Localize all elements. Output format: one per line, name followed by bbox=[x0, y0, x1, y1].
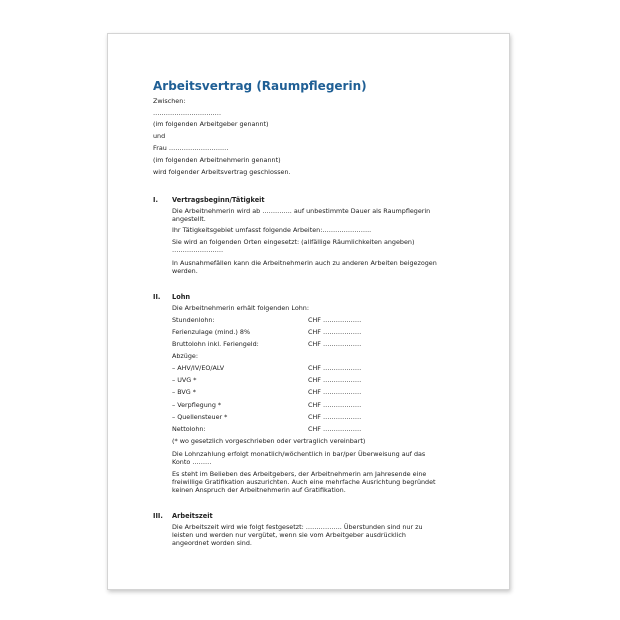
section-number: I. bbox=[153, 196, 158, 204]
wage-row-amount: CHF ……………… bbox=[308, 401, 362, 409]
document-title: Arbeitsvertrag (Raumpflegerin) bbox=[153, 79, 367, 93]
paragraph-line: Die Arbeitnehmerin erhält folgenden Lohn: bbox=[172, 304, 309, 312]
wage-row-label: Ferienzulage (mind.) 8% bbox=[172, 328, 251, 336]
intro-line: (im folgenden Arbeitgeber genannt) bbox=[153, 120, 269, 128]
paragraph-line: Die Lohnzahlung erfolgt monatlich/wöchentlich in bar/per Überweisung auf das bbox=[172, 450, 426, 458]
wage-row-amount: CHF ……………… bbox=[308, 413, 362, 421]
paragraph-line: Es steht im Belieben des Arbeitgebers, der Arbeitnehmerin am Jahresende eine bbox=[172, 470, 427, 478]
wage-row-amount: CHF ……………… bbox=[308, 364, 362, 372]
footnote: (* wo gesetzlich vorgeschrieben oder vertraglich vereinbart) bbox=[172, 437, 366, 445]
intro-line: und bbox=[153, 132, 166, 140]
wage-row-label: – BVG * bbox=[172, 388, 196, 396]
wage-row-amount: CHF ……………… bbox=[308, 328, 362, 336]
paragraph-line: werden. bbox=[172, 267, 198, 275]
wage-row-label: Stundenlohn: bbox=[172, 316, 215, 324]
wage-row-label: Abzüge: bbox=[172, 352, 198, 360]
paragraph-line: Die Arbeitnehmerin wird ab ………….. auf unbestimmte Dauer als Raumpflegerin bbox=[172, 207, 431, 215]
intro-line: ……………………….…. bbox=[153, 109, 221, 117]
wage-row-amount: CHF ……………… bbox=[308, 388, 362, 396]
paragraph-line: angestellt. bbox=[172, 215, 206, 223]
paragraph-line: Die Arbeitszeit wird wie folgt festgesetzt: …………….. Überstunden sind nur zu bbox=[172, 523, 423, 531]
wage-row-label: – AHV/IV/EO/ALV bbox=[172, 364, 225, 372]
section-number: II. bbox=[153, 293, 161, 301]
paragraph-line: Ihr Tätigkeitsgebiet umfasst folgende Arbeiten:………………….. bbox=[172, 226, 372, 234]
section-title: Lohn bbox=[172, 293, 191, 301]
wage-row-amount: CHF ……………… bbox=[308, 340, 362, 348]
paragraph-line: Sie wird an folgenden Orten eingesetzt: (allfällige Räumlichkeiten angeben) bbox=[172, 238, 415, 246]
document-page bbox=[107, 33, 510, 590]
wage-row-label: – UVG * bbox=[172, 376, 197, 384]
wage-row-amount: CHF ……………… bbox=[308, 316, 362, 324]
intro-line: wird folgender Arbeitsvertrag geschlossen. bbox=[153, 168, 291, 176]
section-number: III. bbox=[153, 512, 163, 520]
intro-line: (im folgenden Arbeitnehmerin genannt) bbox=[153, 156, 281, 164]
intro-line: Zwischen: bbox=[153, 97, 186, 105]
paragraph-line: keinen Anspruch der Arbeitnehmerin auf Gratifikation. bbox=[172, 486, 346, 494]
wage-row-label: Bruttolohn inkl. Feriengeld: bbox=[172, 340, 259, 348]
paragraph-line: angeordnet worden sind. bbox=[172, 539, 252, 547]
wage-row-amount: CHF ……………… bbox=[308, 376, 362, 384]
wage-row-label: Nettolohn: bbox=[172, 425, 206, 433]
paragraph-line: Konto ……… bbox=[172, 458, 212, 466]
paragraph-line: …………………… bbox=[172, 246, 224, 254]
intro-line: Frau …………………….… bbox=[153, 144, 229, 152]
wage-row-label: – Quellensteuer * bbox=[172, 413, 228, 421]
paragraph-line: In Ausnahmefällen kann die Arbeitnehmerin auch zu anderen Arbeiten beigezogen bbox=[172, 259, 437, 267]
paragraph-line: freiwillige Gratifikation auszurichten. Auch eine mehrfache Ausrichtung begründet bbox=[172, 478, 436, 486]
paragraph-line: leisten und werden nur vergütet, wenn sie vom Arbeitgeber ausdrücklich bbox=[172, 531, 406, 539]
section-title: Arbeitszeit bbox=[172, 512, 213, 520]
wage-row-label: – Verpflegung * bbox=[172, 401, 222, 409]
section-title: Vertragsbeginn/Tätigkeit bbox=[172, 196, 265, 204]
wage-row-amount: CHF ……………… bbox=[308, 425, 362, 433]
